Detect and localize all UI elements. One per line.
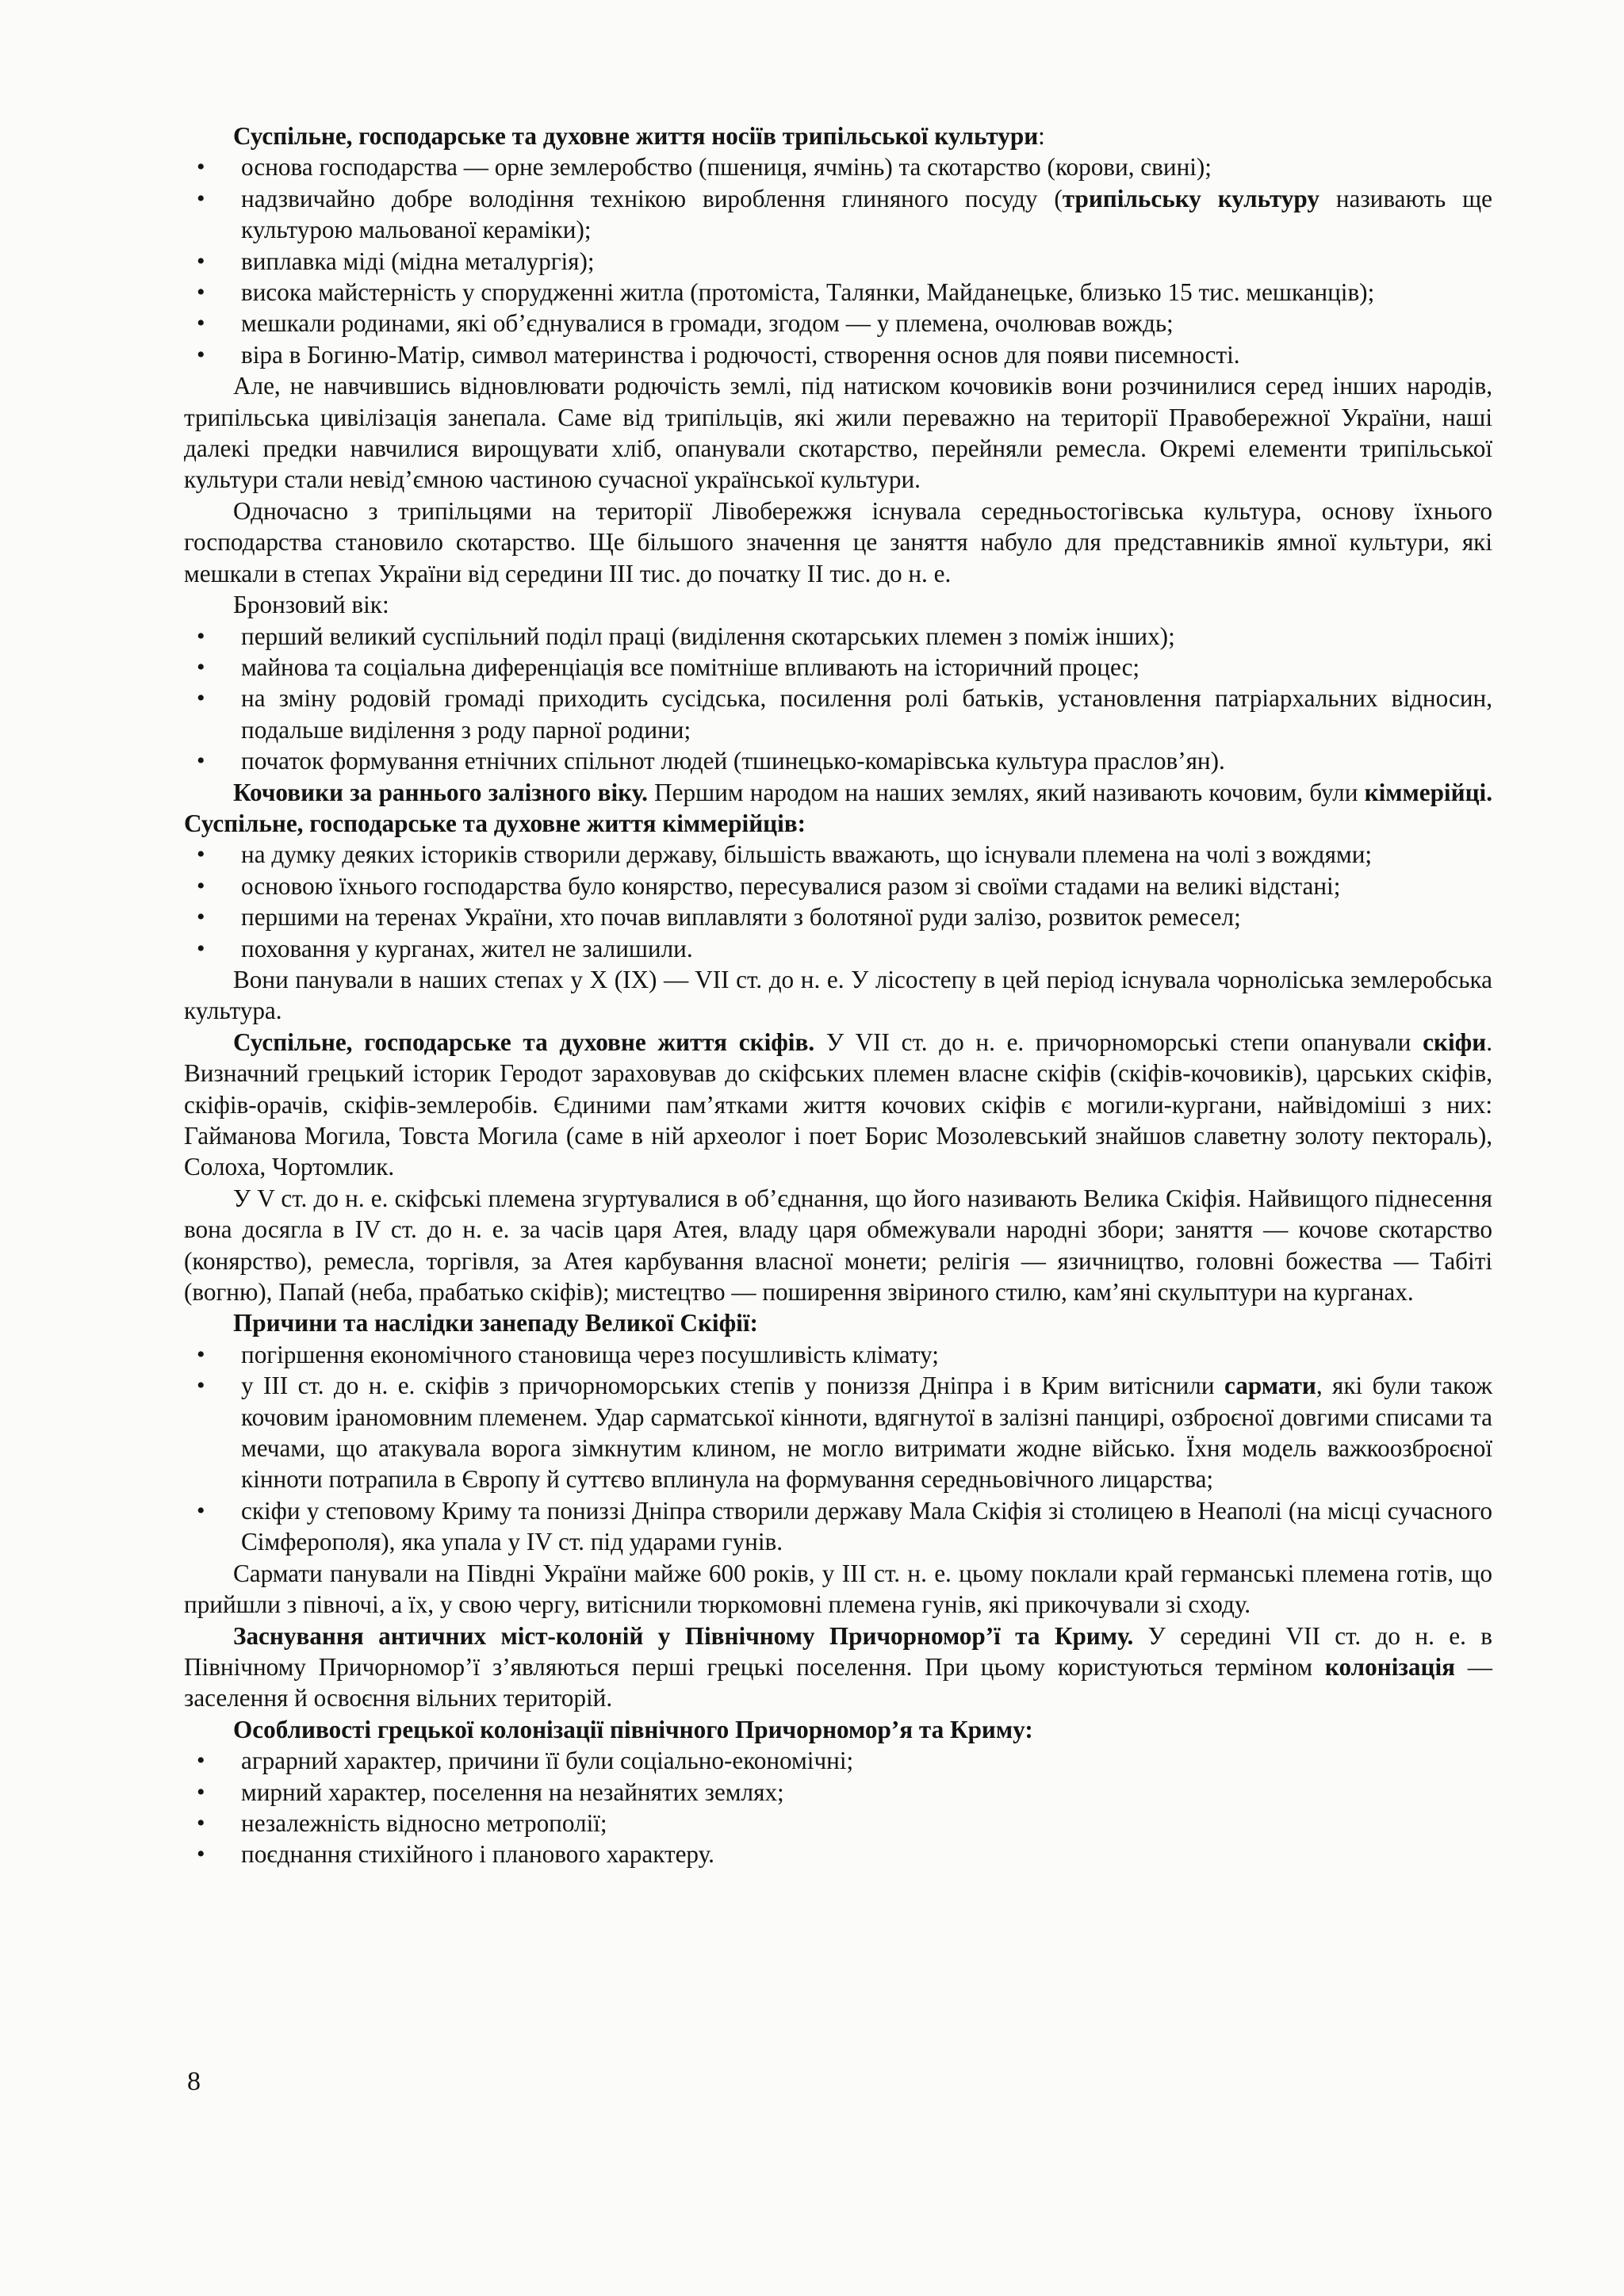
- list-item: [184, 901, 1492, 932]
- bullet-list: [184, 839, 1492, 964]
- bold-text: Суспільне, господарське та духовне життя скіфів.: [233, 1027, 815, 1056]
- text-run: на зміну родовій громаді приходить сусідська, посилення ролі батьків, установлення патріархальних відносин, подальше виділення з роду парної родини;: [241, 684, 1492, 744]
- list-item: [184, 308, 1492, 339]
- text-run: початок формування етнічних спільнот людей (тшинецько-комарівська культура праслов’ян).: [241, 747, 1225, 775]
- list-item: [184, 621, 1492, 652]
- text-run: основою їхнього господарства було конярство, пересувалися разом зі своїми стадами на великі відстані;: [241, 871, 1341, 900]
- paragraph: [184, 777, 1492, 840]
- list-item: [184, 339, 1492, 370]
- text-run: поєднання стихійного і планового характеру.: [241, 1840, 714, 1869]
- list-item: [184, 745, 1492, 776]
- text-run: основа господарства — орне землеробство (пшениця, ячмінь) та скотарство (корови, свині);: [241, 153, 1212, 182]
- text-run: перший великий суспільний поділ праці (виділення скотарських племен з поміж інших);: [241, 622, 1175, 650]
- list-item: [184, 246, 1492, 277]
- bold-text: Заснування античних міст-колоній у Північному Причорномор’ї та Криму.: [233, 1621, 1134, 1650]
- bold-text: Причини та наслідки занепаду Великої Скіфії:: [233, 1309, 758, 1337]
- text-run: Бронзовий вік:: [233, 591, 389, 619]
- text-run: Одночасно з трипільцями на території Лівобережжя існувала середньостогівська культура, основу їхнього господарства становило скотарство. Ще більшого значення це заняття набуло для представників ямної культури, які мешкали в степах України від середини III тис. до початку II тис. до н. е.: [184, 496, 1492, 587]
- page-body: [184, 121, 1492, 1870]
- paragraph: [184, 1027, 1492, 1183]
- list-item: [184, 1745, 1492, 1776]
- text-run: У V ст. до н. е. скіфські племена згуртувалися в об’єднання, що його називають Велика Скіфія. Найвищого піднесення вона досягла в IV ст. до н. е. за часів царя Атея, владу царя обмежували народні збори; заняття — кочове скотарство (конярство), ремесла, торгівля, за Атея карбування власної монети; релігія — язичництво, головні божества — Табіті (вогню), Папай (неба, прабатько скіфів); мистецтво — поширення звіриного стилю, кам’яні скульптури на курганах.: [184, 1184, 1492, 1307]
- text-run: мирний характер, поселення на незайнятих землях;: [241, 1777, 784, 1806]
- text-run: незалежність відносно метрополії;: [241, 1808, 607, 1837]
- list-item: [184, 871, 1492, 901]
- bold-text: кіммерійці. Суспільне, господарське та духовне життя кіммерійців:: [184, 778, 1492, 837]
- paragraph: [184, 964, 1492, 1027]
- list-item: [184, 652, 1492, 683]
- text-run: погіршення економічного становища через посушливість клімату;: [241, 1340, 939, 1368]
- bold-text: скіфи: [1423, 1027, 1487, 1056]
- bold-text: сармати: [1224, 1372, 1316, 1400]
- paragraph: [184, 1183, 1492, 1308]
- list-item: [184, 1495, 1492, 1558]
- bullet-list: [184, 1339, 1492, 1558]
- list-item: [184, 683, 1492, 745]
- text-run: першими на теренах України, хто почав виплавляти з болотяної руди залізо, розвиток ремесел;: [241, 903, 1241, 932]
- text-run: у III ст. до н. е. скіфів з причорноморських степів у пониззя Дніпра і в Крим витіснили: [241, 1372, 1225, 1400]
- paragraph: [184, 370, 1492, 496]
- paragraph: [184, 1714, 1492, 1745]
- paragraph: [184, 496, 1492, 589]
- list-item: [184, 277, 1492, 308]
- paragraph: [184, 121, 1492, 151]
- text-run: виплавка міді (мідна металургія);: [241, 247, 595, 275]
- text-run: Першим народом на наших землях, який називають кочовим, були: [647, 778, 1365, 806]
- bullet-list: [184, 151, 1492, 370]
- bullet-list: [184, 621, 1492, 777]
- bold-text: колонізація: [1324, 1652, 1455, 1681]
- list-item: [184, 1777, 1492, 1808]
- text-run: У VII ст. до н. е. причорноморські степи опанували: [814, 1027, 1423, 1056]
- list-item: [184, 1339, 1492, 1370]
- list-item: [184, 1808, 1492, 1839]
- list-item: [184, 839, 1492, 870]
- paragraph: [184, 1558, 1492, 1621]
- text-run: висока майстерність у спорудженні житла (протоміста, Талянки, Майданецьке, близько 15 тис. мешканців);: [241, 278, 1375, 307]
- text-run: на думку деяких істориків створили державу, більшість вважають, що існували племена на чолі з вождями;: [241, 840, 1373, 869]
- paragraph: [184, 1307, 1492, 1338]
- text-run: , які були також кочовим іраномовним племенем. Удар сарматської кінноти, вдягнутої в залізні панцирі, озброєної довгими списами та мечами, що атакувала ворога зімкнутим клином, не могло витримати жодне військо. Їхня модель важкоозброєної кінноти потрапила в Європу й суттєво вплинула на формування середньовічного лицарства;: [241, 1372, 1492, 1494]
- text-run: скіфи у степовому Криму та пониззі Дніпра створили державу Мала Скіфія зі столицею в Неаполі (на місці сучасного Сімферополя), яка упала у IV ст. під ударами гунів.: [241, 1496, 1492, 1556]
- text-run: У середині VII ст. до н. е. в Північному Причорномор’ї з’являються перші грецькі поселення. При цьому користуються терміном: [184, 1621, 1492, 1681]
- list-item: [184, 933, 1492, 964]
- list-item: [184, 1370, 1492, 1495]
- bold-text: Особливості грецької колонізації північного Причорномор’я та Криму:: [233, 1715, 1033, 1743]
- text-run: — заселення й освоєння вільних територій.: [184, 1652, 1492, 1712]
- bold-text: трипільську культуру: [1062, 184, 1320, 212]
- list-item: [184, 183, 1492, 246]
- bold-text: Кочовики за раннього залізного віку.: [233, 778, 648, 806]
- list-item: [184, 1839, 1492, 1869]
- text-run: . Визначний грецький історик Геродот зараховував до скіфських племен власне скіфів (скіфів-кочовиків), царських скіфів, скіфів-орачів, скіфів-землеробів. Єдиними пам’ятками життя кочових скіфів є могили-кургани, найвідоміші з них: Гайманова Могила, Товста Могила (саме в ній археолог і поет Борис Мозолевський знайшов славетну золоту пектораль), Солоха, Чортомлик.: [184, 1027, 1492, 1181]
- bullet-list: [184, 1745, 1492, 1870]
- text-run: називають ще культурою мальованої кераміки);: [241, 184, 1492, 244]
- text-run: надзвичайно добре володіння технікою вироблення глиняного посуду (: [241, 184, 1063, 212]
- text-run: мешкали родинами, які об’єднувалися в громади, згодом — у племена, очолював вождь;: [241, 309, 1174, 338]
- paragraph: [184, 589, 1492, 620]
- text-run: віра в Богиню-Матір, символ материнства і родючості, створення основ для появи писемності.: [241, 340, 1240, 369]
- bold-text: Суспільне, господарське та духовне життя носіїв трипільської культури: [233, 122, 1039, 150]
- text-run: Сармати панували на Півдні України майже 600 років, у III ст. н. е. цьому поклали край германські племена готів, що прийшли з півночі, а їх, у свою чергу, витіснили тюркомовні племена гунів, які прикочували зі сходу.: [184, 1559, 1492, 1619]
- text-run: поховання у курганах, жител не залишили.: [241, 934, 693, 962]
- paragraph: [184, 1621, 1492, 1714]
- text-run: Але, не навчившись відновлювати родючість землі, під натиском кочовиків вони розчинилися серед інших народів, трипільська цивілізація занепала. Саме від трипільців, які жили переважно на території Правобережної України, наші далекі предки навчилися вирощувати хліб, опанували скотарство, перейняли ремесла. Окремі елементи трипільської культури стали невід’ємною частиною сучасної української культури.: [184, 372, 1492, 494]
- list-item: [184, 151, 1492, 182]
- text-run: аграрний характер, причини її були соціально-економічні;: [241, 1747, 854, 1775]
- text-run: майнова та соціальна диференціація все помітніше впливають на історичний процес;: [241, 652, 1140, 681]
- page-number: 8: [187, 2067, 201, 2096]
- text-run: :: [1038, 122, 1045, 150]
- text-run: Вони панували в наших степах у X (IX) — VII ст. до н. е. У лісостепу в цей період існувала чорноліська землеробська культура.: [184, 965, 1492, 1025]
